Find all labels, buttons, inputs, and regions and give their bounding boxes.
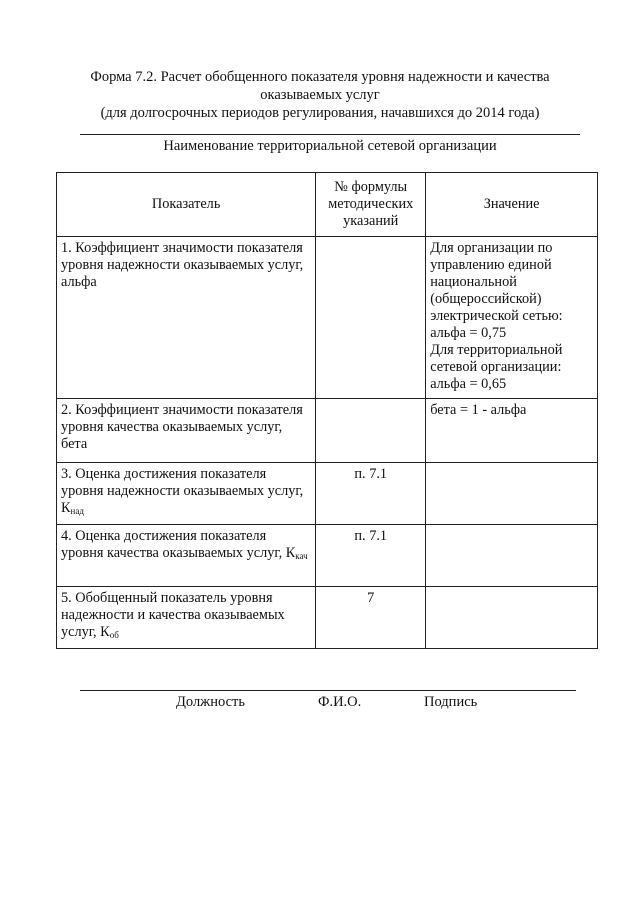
form-title-line1: Форма 7.2. Расчет обобщенного показателя уровня надежности и качества [90, 69, 550, 85]
table-row [57, 587, 598, 649]
form-title-line2: оказываемых услуг [260, 87, 380, 103]
table-row [57, 525, 598, 587]
header-indicator: Показатель [57, 173, 316, 237]
row5-indicator-text: 5. Обобщенный показатель уровня надежности и качества оказываемых услуг, К [61, 590, 285, 640]
table-row [57, 463, 598, 525]
row1-indicator: 1. Коэффициент значимости показателя уровня надежности оказываемых услуг, альфа [57, 237, 316, 399]
row4-indicator [57, 525, 316, 587]
table-row [57, 399, 598, 463]
form-title-line3: (для долгосрочных периодов регулирования, начавшихся до 2014 года) [100, 105, 540, 121]
row4-value [426, 525, 598, 587]
signature-line [80, 690, 576, 691]
row3-indicator-sub: над [70, 506, 84, 516]
signature-sign: Подпись [424, 694, 478, 710]
org-name-label: Наименование территориальной сетевой организации [163, 138, 497, 154]
row3-value [426, 463, 598, 525]
row1-formula [316, 237, 426, 399]
row4-indicator-text: 4. Оценка достижения показателя уровня качества оказываемых услуг, К [61, 528, 296, 561]
row1-value [426, 237, 598, 399]
row2-formula [316, 399, 426, 463]
table-row [57, 237, 598, 399]
indicator-table [56, 172, 598, 649]
signature-position: Должность [176, 694, 245, 710]
row5-indicator [57, 587, 316, 649]
row3-formula: п. 7.1 [316, 463, 426, 525]
row5-value [426, 587, 598, 649]
row4-formula: п. 7.1 [316, 525, 426, 587]
row1-value-line1: Для организации по управлению единой национальной (общероссийской) электрической сетью: альфа = 0,75 [430, 240, 563, 341]
org-name-line [80, 134, 580, 135]
row3-indicator-text: 3. Оценка достижения показателя уровня надежности оказываемых услуг, К [61, 466, 304, 516]
row5-formula: 7 [316, 587, 426, 649]
header-formula: № формулы методических указаний [316, 173, 426, 237]
row1-value-line2: Для территориальной сетевой организации: альфа = 0,65 [430, 342, 563, 392]
row5-indicator-sub: об [109, 630, 119, 640]
form-title [60, 68, 580, 122]
row3-indicator [57, 463, 316, 525]
row4-indicator-sub: кач [295, 551, 308, 561]
row2-value: бета = 1 - альфа [426, 399, 598, 463]
table-header-row [57, 173, 598, 237]
row2-indicator: 2. Коэффициент значимости показателя уровня качества оказываемых услуг, бета [57, 399, 316, 463]
header-value: Значение [426, 173, 598, 237]
signature-name: Ф.И.О. [318, 694, 362, 710]
